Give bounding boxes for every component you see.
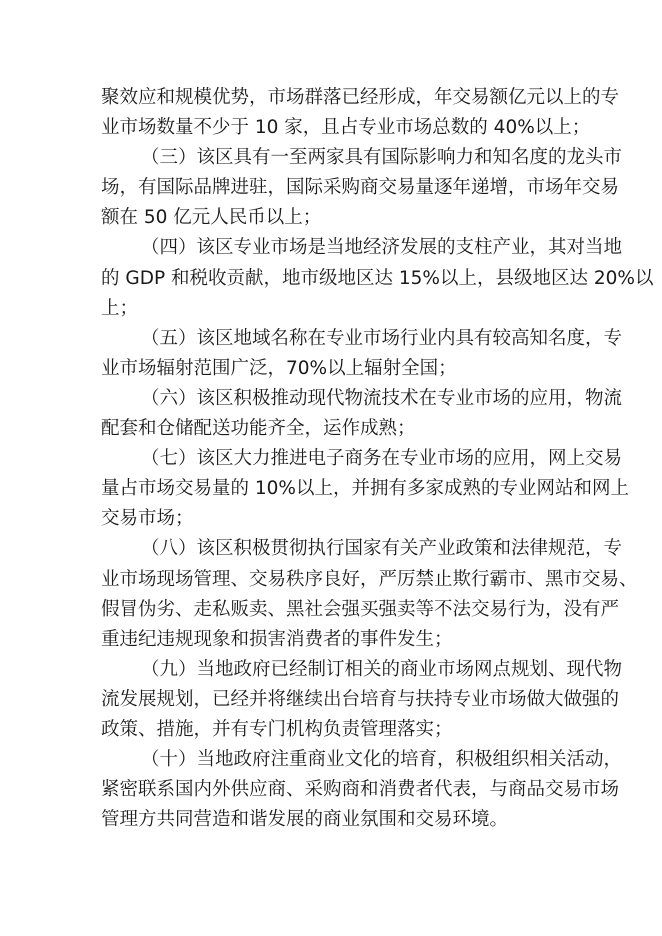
text-line: 配套和仓储配送功能齐全，运作成熟；: [101, 418, 416, 440]
text-line: （五）该区地域名称在专业市场行业内具有较高知名度，专: [141, 327, 623, 349]
text-line: （九）当地政府已经制订相关的商业市场网点规划、现代物: [141, 658, 623, 680]
paragraph: [101, 83, 620, 143]
text-line: （十）当地政府注重商业文化的培育，积极组织相关活动，: [141, 749, 623, 771]
paragraph: [101, 745, 623, 835]
text-line: 场，有国际品牌进驻，国际采购商交易量逐年递增，市场年交易: [101, 177, 620, 199]
text-line: 流发展规划，已经并将继续出台培育与扶持专业市场做大做强的: [101, 688, 620, 710]
text-line: （八）该区积极贯彻执行国家有关产业政策和法律规范，专: [141, 538, 623, 560]
text-line: 业市场现场管理、交易秩序良好，严厉禁止欺行霸市、黑市交易、: [101, 568, 638, 590]
text-line: 紧密联系国内外供应商、采购商和消费者代表，与商品交易市场: [101, 779, 620, 801]
text-line: 量占市场交易量的 10%以上，并拥有多家成熟的专业网站和网上: [101, 478, 630, 500]
text-line: 聚效应和规模优势，市场群落已经形成，年交易额亿元以上的专: [101, 87, 620, 108]
text-line: 上；: [101, 297, 139, 319]
paragraph: [101, 534, 638, 654]
text-line: 的 GDP 和税收贡献，地市级地区达 15%以上，县级地区达 20%以: [101, 267, 654, 289]
text-line: （七）该区大力推进电子商务在专业市场的应用，网上交易: [141, 448, 623, 470]
text-line: （三）该区具有一至两家具有国际影响力和知名度的龙头市: [141, 147, 623, 169]
text-line: 管理方共同营造和谐发展的商业氛围和交易环境。: [101, 809, 509, 831]
paragraph: [101, 143, 623, 233]
text-line: 假冒伪劣、走私贩卖、黑社会强买强卖等不法交易行为，没有严: [101, 598, 620, 620]
paragraph: [101, 233, 654, 323]
paragraph: [101, 324, 623, 384]
text-line: 业市场辐射范围广泛，70%以上辐射全国；: [101, 357, 457, 379]
text-line: 业市场数量不少于 10 家，且占专业市场总数的 40%以上；: [101, 117, 591, 139]
text-line: 政策、措施，并有专门机构负责管理落实；: [101, 718, 453, 740]
text-line: （六）该区积极推动现代物流技术在专业市场的应用，物流: [141, 387, 623, 409]
text-line: 额在 50 亿元人民币以上；: [101, 207, 322, 229]
document-page: [101, 83, 654, 835]
text-line: （四）该区专业市场是当地经济发展的支柱产业，其对当地: [141, 237, 623, 259]
paragraph: [101, 444, 630, 534]
text-line: 交易市场；: [101, 508, 194, 530]
text-line: 重违纪违规现象和损害消费者的事件发生；: [101, 628, 453, 650]
paragraph: [101, 384, 623, 444]
paragraph: [101, 655, 623, 745]
